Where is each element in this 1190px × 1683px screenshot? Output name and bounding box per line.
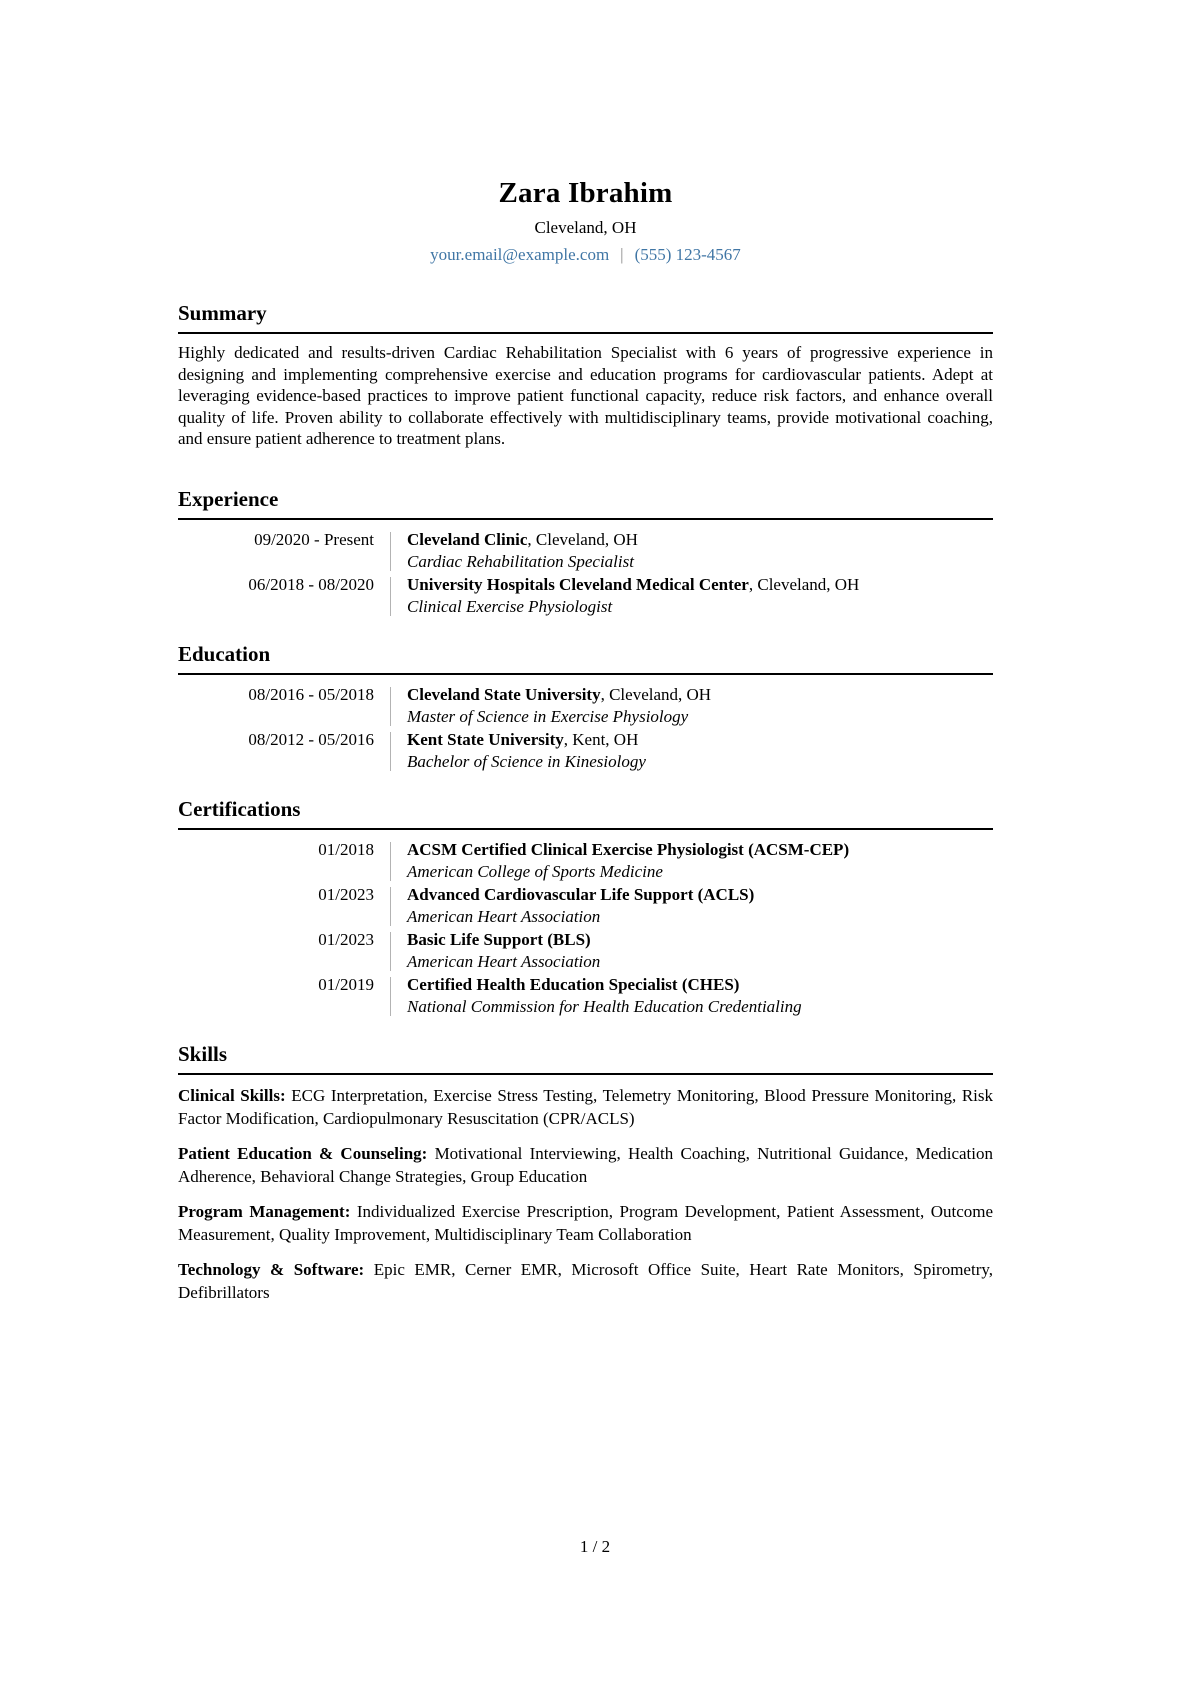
experience-entry (178, 529, 993, 574)
education-entry (178, 729, 993, 774)
entry-dates: 01/2018 (318, 839, 374, 859)
entry-org-suffix: , Cleveland, OH (748, 574, 860, 594)
experience-entry (178, 574, 993, 619)
entry-org: Cleveland State University (407, 684, 601, 704)
skill-group-items: Epic EMR, Cerner EMR, Microsoft Office Suite, Heart Rate Monitors, Spirometry, Defibrillators (178, 1260, 994, 1302)
entry-dates: 08/2016 - 05/2018 (248, 684, 374, 704)
entry-dates: 01/2023 (318, 884, 374, 904)
certification-entry (178, 884, 993, 929)
section-skills (178, 1043, 993, 1304)
entry-role: Clinical Exercise Physiologist (407, 597, 613, 617)
skill-group-items: ECG Interpretation, Exercise Stress Testing, Telemetry Monitoring, Blood Pressure Monitoring, Risk Factor Modification, Cardiopulmonary Resuscitation (CPR/ACLS) (178, 1086, 994, 1128)
certification-issuer: American Heart Association (407, 907, 601, 927)
section-summary (178, 302, 993, 450)
entry-org-line (407, 684, 711, 707)
person-name: Zara Ibrahim (498, 177, 673, 209)
entry-body (391, 529, 638, 574)
skill-group-label: Clinical Skills: (178, 1086, 286, 1105)
entry-org-line (407, 729, 646, 752)
certification-name: ACSM Certified Clinical Exercise Physiologist (ACSM-CEP) (407, 839, 850, 859)
section-certifications (178, 798, 993, 1019)
entry-org-line (407, 574, 859, 597)
skill-group-technology (178, 1259, 993, 1304)
entry-org: University Hospitals Cleveland Medical Center (407, 574, 749, 594)
entry-body (391, 729, 646, 774)
email-link[interactable]: your.email@example.com (430, 244, 610, 264)
section-heading-summary: Summary (178, 302, 993, 334)
contact-line (178, 246, 993, 265)
section-education (178, 643, 993, 774)
certification-issuer: American College of Sports Medicine (407, 862, 663, 882)
entry-dates: 01/2023 (318, 929, 374, 949)
entry-org-line (407, 529, 638, 552)
certification-entries (178, 839, 993, 1019)
phone-link[interactable]: (555) 123-4567 (634, 244, 741, 264)
entry-dates: 06/2018 - 08/2020 (248, 574, 374, 594)
entry-body (391, 684, 711, 729)
section-heading-skills: Skills (178, 1043, 993, 1075)
page-number: 1 / 2 (579, 1537, 611, 1556)
skill-group-program-management (178, 1201, 993, 1246)
certification-name: Basic Life Support (BLS) (407, 929, 591, 949)
summary-text: Highly dedicated and results-driven Cardiac Rehabilitation Specialist with 6 years of progressive experience in designing and implementing comprehensive exercise and education programs for cardiovascular patients. Adept at leveraging evidence-based practices to improve patient functional capacity, reduce risk factors, and enhance overall quality of life. Proven ability to collaborate effectively with multidisciplinary teams, provide motivational coaching, and ensure patient adherence to treatment plans. (178, 343, 993, 449)
contact-separator: | (620, 244, 624, 264)
certification-issuer: National Commission for Health Education Credentialing (407, 997, 802, 1017)
certification-entry (178, 929, 993, 974)
skill-group-patient-education (178, 1143, 993, 1188)
skill-group-label: Patient Education & Counseling: (178, 1144, 428, 1163)
entry-dates: 08/2012 - 05/2016 (248, 729, 374, 749)
person-location: Cleveland, OH (534, 217, 637, 237)
entry-org-suffix: , Cleveland, OH (600, 684, 712, 704)
skill-group-items: Motivational Interviewing, Health Coaching, Nutritional Guidance, Medication Adherence, Behavioral Change Strategies, Group Education (178, 1144, 993, 1186)
entry-body (391, 929, 600, 974)
skill-group-label: Technology & Software: (178, 1260, 365, 1279)
entry-body (391, 574, 859, 619)
entry-degree: Bachelor of Science in Kinesiology (407, 752, 646, 772)
section-heading-experience: Experience (178, 488, 993, 520)
certification-issuer: American Heart Association (407, 952, 601, 972)
certification-entry (178, 974, 993, 1019)
entry-org-suffix: , Kent, OH (563, 729, 639, 749)
certification-entry (178, 839, 993, 884)
entry-dates: 01/2019 (318, 974, 374, 994)
entry-body (391, 884, 754, 929)
skill-group-clinical (178, 1085, 993, 1130)
section-heading-certifications: Certifications (178, 798, 993, 830)
certification-name: Advanced Cardiovascular Life Support (ACLS) (407, 884, 755, 904)
education-entry (178, 684, 993, 729)
entry-body (391, 839, 849, 884)
section-heading-education: Education (178, 643, 993, 675)
entry-degree: Master of Science in Exercise Physiology (407, 707, 689, 727)
entry-body (391, 974, 802, 1019)
entry-org: Cleveland Clinic (407, 529, 528, 549)
entry-org-suffix: , Cleveland, OH (527, 529, 638, 549)
entry-role: Cardiac Rehabilitation Specialist (407, 552, 634, 572)
entry-org: Kent State University (407, 729, 564, 749)
entry-dates: 09/2020 - Present (254, 529, 374, 549)
education-entries (178, 684, 993, 774)
certification-name: Certified Health Education Specialist (CHES) (407, 974, 740, 994)
skill-group-items: Individualized Exercise Prescription, Program Development, Patient Assessment, Outcome Measurement, Quality Improvement, Multidisciplinary Team Collaboration (178, 1202, 994, 1244)
section-experience (178, 488, 993, 619)
experience-entries (178, 529, 993, 619)
resume-header (178, 178, 993, 264)
skill-group-label: Program Management: (178, 1202, 351, 1221)
